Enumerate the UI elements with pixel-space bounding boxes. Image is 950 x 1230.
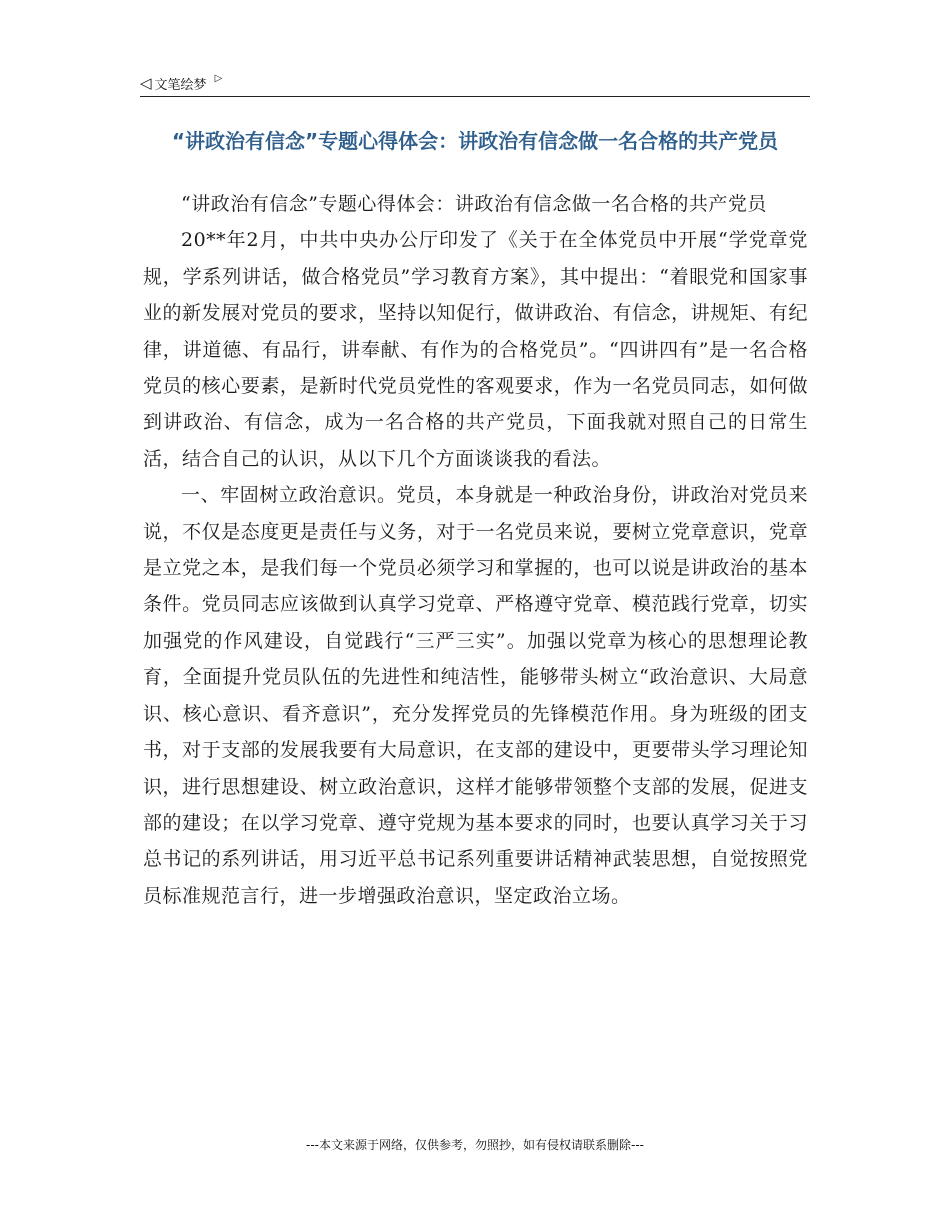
brand-logo <box>140 72 222 94</box>
triangle-left-icon: ◁ <box>140 73 152 92</box>
document-title: “讲政治有信念”专题心得体会：讲政治有信念做一名合格的共产党员 <box>171 129 779 154</box>
paragraph-subtitle: “讲政治有信念”专题心得体会：讲政治有信念做一名合格的共产党员 <box>181 193 767 215</box>
paragraph-section-one: 一、牢固树立政治意识。党员，本身就是一种政治身份，讲政治对党员来说，不仅是态度更是责任与义务，对于一名党员来说，要树立党章意识，党章是立党之本，是我们每一个党员必须学习和掌握的，也可以说是讲政治的基本条件。党员同志应该做到认真学习党章、严格遵守党章、模范践行党章，切实加强党的作风建设，自觉践行“三严三实”。加强以党章为核心的思想理论教育，全面提升党员队伍的先进性和纯洁性，能够带头树立“政治意识、大局意识、核心意识、看齐意识”，充分发挥党员的先锋模范作用。身为班级的团支书，对于支部的发展我要有大局意识，在支部的建设中，更要带头学习理论知识，进行思想建设、树立政治意识，这样才能够带领整个支部的发展，促进支部的建设；在以学习党章、遵守党规为基本要求的同时，也要认真学习关于习总书记的系列讲话，用习近平总书记系列重要讲话精神武装思想，自觉按照党员标准规范言行，进一步增强政治意识，坚定政治立场。 <box>143 484 808 907</box>
page-header <box>140 72 810 97</box>
footer-disclaimer: ---本文来源于网络，仅供参考，勿照抄，如有侵权请联系删除--- <box>306 1138 644 1152</box>
document-body <box>143 186 808 914</box>
paragraph-intro: 20**年2月，中共中央办公厅印发了《关于在全体党员中开展“学党章党规，学系列讲话，做合格党员”学习教育方案》，其中提出：“着眼党和国家事业的新发展对党员的要求，坚持以知促行，做讲政治、有信念，讲规矩、有纪律，讲道德、有品行，讲奉献、有作为的合格党员”。“四讲四有”是一名合格党员的核心要素，是新时代党员党性的客观要求，作为一名党员同志，如何做到讲政治、有信念，成为一名合格的共产党员，下面我就对照自己的日常生活，结合自己的认识，从以下几个方面谈谈我的看法。 <box>143 229 808 470</box>
triangle-right-icon: ▷ <box>214 73 223 84</box>
brand-name: 文笔绘梦 <box>154 77 207 93</box>
